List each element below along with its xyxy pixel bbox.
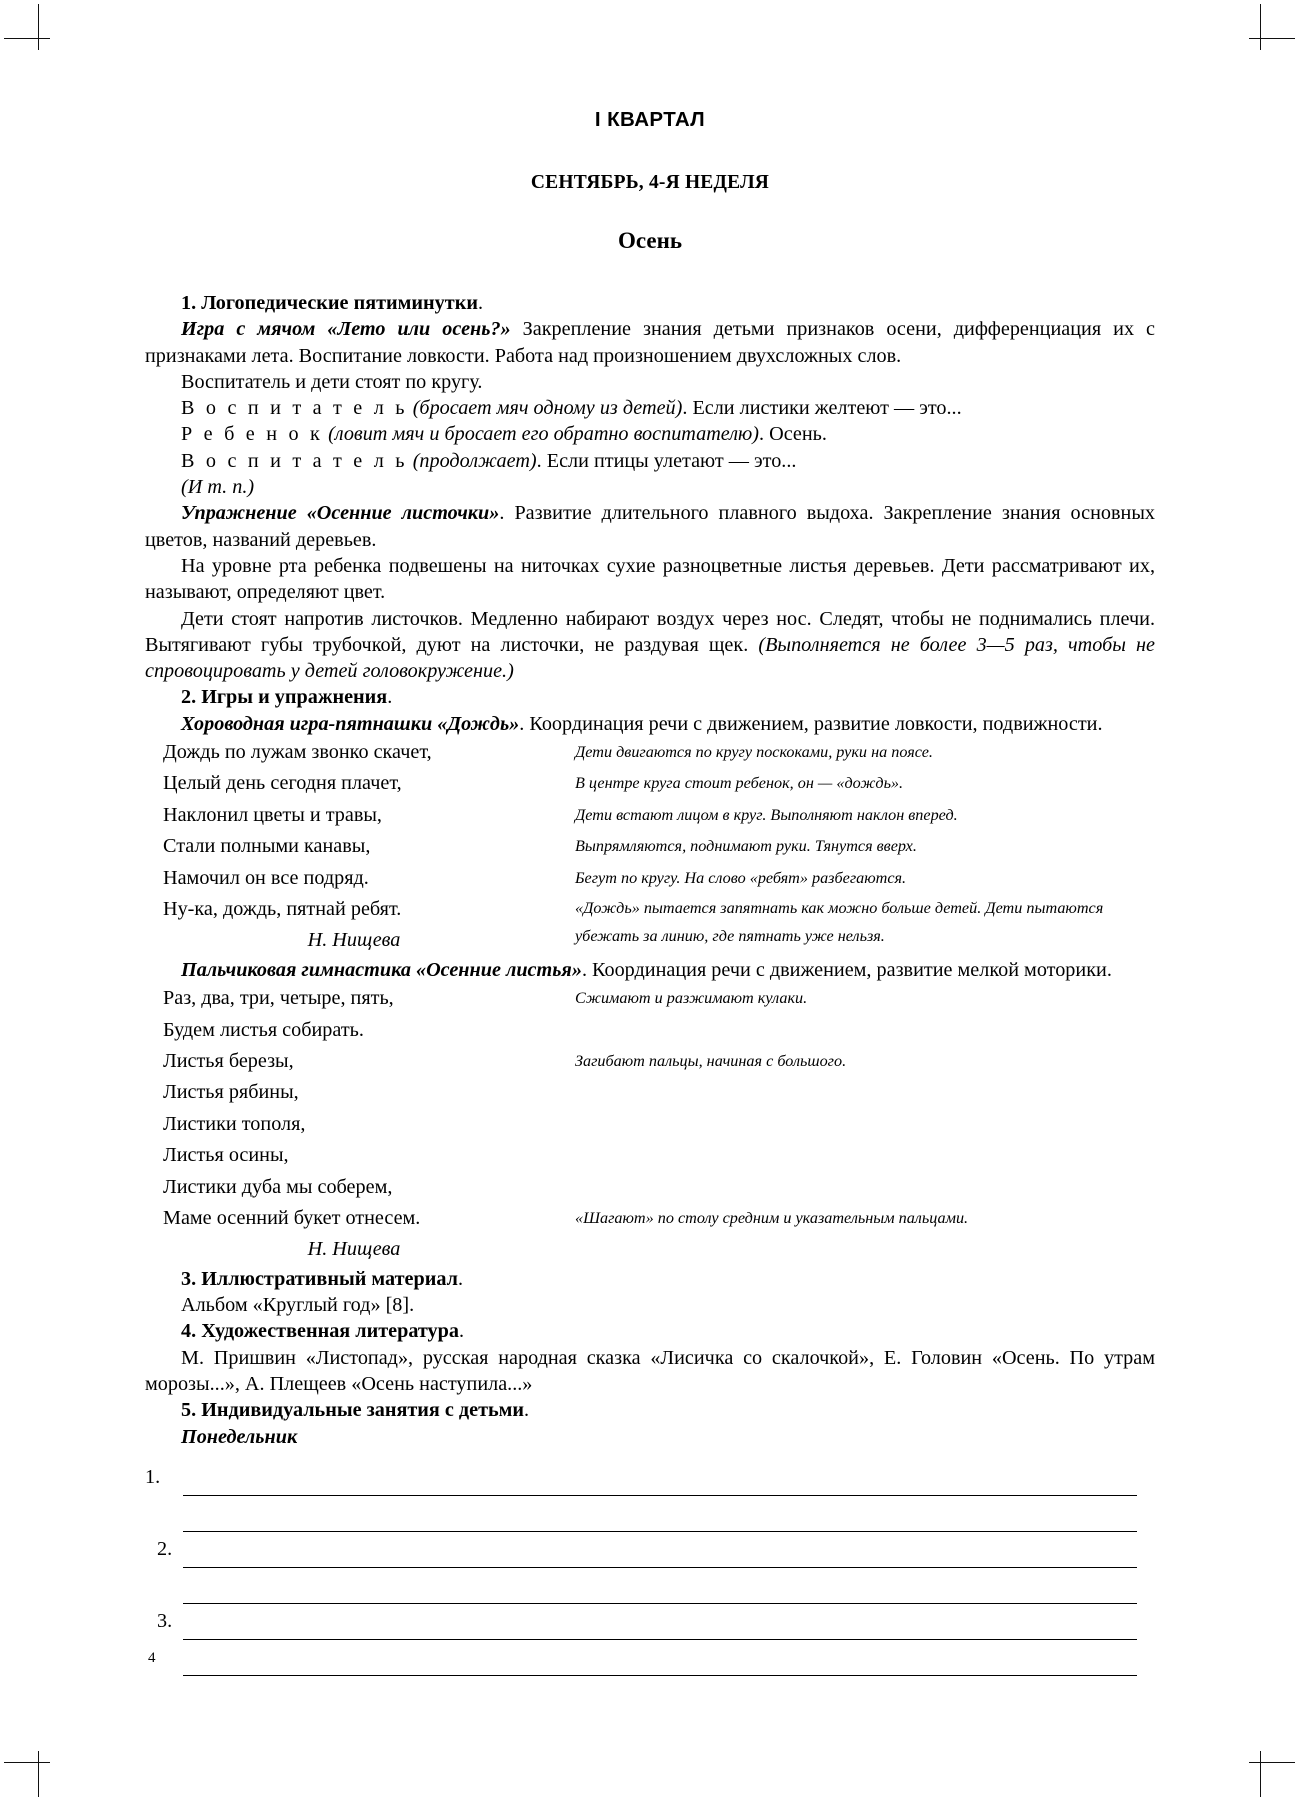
dialogue-speaker: В о с п и т а т е л ь bbox=[181, 397, 408, 420]
table-row bbox=[145, 1172, 1155, 1203]
verse-line: Листья рябины, bbox=[163, 1081, 299, 1104]
section-1-title: 1. Логопедические пятиминутки bbox=[181, 292, 478, 314]
action-note: Дети встают лицом в круг. Выполняют наклон вперед. bbox=[575, 805, 958, 824]
finger-gym-paragraph bbox=[145, 957, 1155, 983]
write-in-line[interactable] bbox=[183, 1675, 1137, 1676]
dialogue-text: . Если птицы улетают — это... bbox=[536, 449, 797, 472]
verse-line: Наклонил цветы и травы, bbox=[163, 803, 382, 826]
verse-line: Листья березы, bbox=[163, 1050, 294, 1072]
table-row bbox=[145, 1140, 1155, 1171]
list-item bbox=[145, 1572, 1155, 1608]
game-rain-lead: Хороводная игра-пятнашки «Дождь» bbox=[181, 712, 520, 735]
crop-mark-bottom-left-horizontal bbox=[4, 1762, 50, 1763]
action-note bbox=[563, 1077, 1155, 1108]
exercise-leaves-para-2 bbox=[145, 606, 1155, 685]
game-ball-setup: Воспитатель и дети стоят по кругу. bbox=[181, 370, 483, 393]
verse-line: Листики дуба мы соберем, bbox=[163, 1175, 393, 1198]
dialogue-line-3 bbox=[145, 448, 1155, 474]
verse-line: Раз, два, три, четыре, пять, bbox=[163, 987, 394, 1010]
action-note bbox=[563, 1109, 1155, 1140]
action-note: «Шагают» по столу средним и указательным пальцами. bbox=[575, 1209, 969, 1228]
topic-heading: Осень bbox=[617, 228, 682, 253]
exercise-leaves-paragraph bbox=[145, 500, 1155, 553]
table-row bbox=[145, 894, 1155, 925]
section-1-heading bbox=[145, 290, 1155, 316]
section-4-title-period: . bbox=[458, 1320, 465, 1343]
game-ball-body: Закрепление знания детьми признаков осени, дифференциация их с признаками лета. Воспитание ловкости. Работа над произношением двухсложных слов. bbox=[145, 318, 1156, 367]
dialogue-text: . Осень. bbox=[759, 423, 827, 446]
verse-line: Ну-ка, дождь, пятнай ребят. bbox=[163, 898, 402, 921]
write-in-line[interactable] bbox=[183, 1567, 1137, 1568]
finger-gym-body: . Координация речи с движением, развитие мелкой моторики. bbox=[581, 958, 1112, 981]
dialogue-line-2 bbox=[145, 421, 1155, 447]
dialogue-etc bbox=[145, 474, 1155, 500]
verse-line: Намочил он все подряд. bbox=[163, 866, 369, 889]
section-2-title-period: . bbox=[387, 686, 393, 709]
section-1-title-period: . bbox=[477, 292, 484, 314]
write-in-line[interactable] bbox=[183, 1495, 1137, 1496]
illustrative-material-text: Альбом «Круглый год» [8]. bbox=[181, 1294, 415, 1317]
list-number: 2. bbox=[157, 1537, 173, 1560]
verse-author: Н. Нищева bbox=[307, 1238, 401, 1261]
verse-line: Стали полными канавы, bbox=[163, 835, 371, 858]
text-frame bbox=[145, 108, 1155, 1680]
action-note: Дети двигаются по кругу поскоками, руки на поясе. bbox=[575, 743, 933, 762]
action-note: «Дождь» пытается запятнать как можно больше детей. Дети пытаются убежать за линию, где пятнать уже нельзя. bbox=[575, 899, 1104, 946]
exercise-leaves-lead: Упражнение «Осенние листочки» bbox=[181, 502, 500, 525]
week-heading: СЕНТЯБРЬ, 4-Я НЕДЕЛЯ bbox=[530, 172, 770, 193]
section-3-title: 3. Иллюстративный материал bbox=[181, 1267, 458, 1290]
action-note bbox=[563, 1015, 1155, 1046]
table-row bbox=[145, 768, 1155, 799]
crop-mark-top-right-vertical bbox=[1260, 4, 1261, 50]
table-row bbox=[145, 1077, 1155, 1108]
section-5-heading bbox=[145, 1397, 1155, 1423]
game-rain-verse-table bbox=[145, 737, 1155, 957]
dialogue-stage-direction: (бросает мяч одному из детей) bbox=[412, 397, 683, 420]
list-item bbox=[145, 1536, 1155, 1572]
page-number: 4 bbox=[148, 1650, 156, 1666]
verse-author: Н. Нищева bbox=[307, 929, 401, 952]
table-row bbox=[145, 1109, 1155, 1140]
table-row bbox=[145, 737, 1155, 768]
dialogue-stage-direction: (продолжает) bbox=[412, 449, 537, 472]
table-row bbox=[145, 800, 1155, 831]
verse-line: Дождь по лужам звонко скачет, bbox=[163, 741, 432, 764]
table-row bbox=[145, 1015, 1155, 1046]
dialogue-line-1 bbox=[145, 395, 1155, 421]
section-5-title: 5. Индивидуальные занятия с детьми bbox=[181, 1399, 525, 1422]
game-ball-paragraph bbox=[145, 316, 1155, 369]
weekday-label bbox=[145, 1424, 1155, 1450]
action-note: Сжимают и разжимают кулаки. bbox=[575, 989, 808, 1008]
quarter-heading: I КВАРТАЛ bbox=[594, 108, 706, 131]
finger-gym-lead: Пальчиковая гимнастика «Осенние листья» bbox=[181, 958, 582, 981]
exercise-leaves-para-1: На уровне рта ребенка подвешены на ниточках сухие разноцветные листья деревьев. Дети рассматривают их, называют, определяют цвет. bbox=[145, 554, 1155, 604]
write-in-line[interactable] bbox=[183, 1531, 1137, 1532]
list-number: 1. bbox=[145, 1465, 161, 1488]
action-note: Бегут по кругу. На слово «ребят» разбегаются. bbox=[575, 868, 907, 887]
section-2-heading bbox=[145, 684, 1155, 710]
crop-mark-top-left-vertical bbox=[38, 4, 39, 50]
action-note: Загибают пальцы, начиная с большого. bbox=[575, 1052, 847, 1070]
action-note: Выпрямляются, поднимают руки. Тянутся вверх. bbox=[575, 837, 917, 856]
crop-mark-bottom-right-vertical bbox=[1260, 1751, 1261, 1797]
action-note bbox=[563, 1140, 1155, 1171]
table-row bbox=[145, 831, 1155, 862]
verse-line: Целый день сегодня плачет, bbox=[163, 772, 402, 795]
individual-lessons-blank-lines bbox=[145, 1464, 1155, 1680]
game-rain-body: . Координация речи с движением, развитие ловкости, подвижности. bbox=[519, 712, 1103, 735]
action-note bbox=[563, 1172, 1155, 1203]
game-ball-lead: Игра с мячом «Лето или осень?» bbox=[181, 318, 511, 341]
list-item bbox=[145, 1500, 1155, 1536]
dialogue-stage-direction: (ловит мяч и бросает его обратно воспитателю) bbox=[328, 423, 760, 446]
exercise-leaves-note: (Выполняется не более 3—5 раз, чтобы не спровоцировать у детей головокружение.) bbox=[145, 633, 1155, 683]
game-rain-paragraph bbox=[145, 711, 1155, 737]
dialogue-etc-text: (И т. п.) bbox=[181, 476, 255, 499]
literature-text: М. Пришвин «Листопад», русская народная сказка «Лисичка со скалочкой», Е. Головин «Осень. По утрам морозы...», А. Плещеев «Осень наступила...» bbox=[145, 1346, 1155, 1396]
table-row bbox=[145, 1046, 1155, 1077]
verse-line: Листья осины, bbox=[163, 1144, 289, 1167]
verse-line: Маме осенний букет отнесем. bbox=[163, 1207, 421, 1230]
table-row bbox=[145, 983, 1155, 1014]
crop-mark-top-right-horizontal bbox=[1249, 38, 1295, 39]
verse-line: Листики тополя, bbox=[163, 1112, 306, 1135]
section-3-title-period: . bbox=[457, 1267, 463, 1290]
write-in-line[interactable] bbox=[183, 1603, 1137, 1604]
section-3-heading bbox=[145, 1266, 1155, 1292]
section-5-title-period: . bbox=[524, 1399, 530, 1422]
crop-mark-bottom-right-horizontal bbox=[1249, 1762, 1295, 1763]
exercise-leaves-para-2-text: Дети стоят напротив листочков. Медленно набирают воздух через нос. Следят, чтобы не поднимались плечи. Вытягивают губы трубочкой, дуют на листочки, не раздувая щек. bbox=[145, 607, 1155, 656]
verse-line: Будем листья собирать. bbox=[163, 1018, 364, 1041]
table-row bbox=[145, 1203, 1155, 1234]
weekday-text: Понедельник bbox=[181, 1425, 298, 1448]
section-4-title: 4. Художественная литература bbox=[181, 1320, 459, 1343]
table-row bbox=[145, 1234, 1155, 1265]
dialogue-speaker: Р е б е н о к bbox=[181, 423, 324, 446]
section-2-title: 2. Игры и упражнения bbox=[181, 686, 388, 709]
action-note: В центре круга стоит ребенок, он — «дождь». bbox=[575, 774, 904, 793]
crop-mark-top-left-horizontal bbox=[4, 38, 50, 39]
list-item bbox=[145, 1608, 1155, 1644]
list-item bbox=[145, 1644, 1155, 1680]
dialogue-speaker: В о с п и т а т е л ь bbox=[181, 449, 408, 472]
finger-gym-verse-table bbox=[145, 983, 1155, 1266]
table-row bbox=[145, 863, 1155, 894]
list-number: 3. bbox=[157, 1609, 173, 1632]
action-note-empty bbox=[563, 1234, 1155, 1265]
section-4-heading bbox=[145, 1318, 1155, 1344]
exercise-leaves-body: . Развитие длительного плавного выдоха. Закрепление знания основных цветов, названий деревьев. bbox=[145, 502, 1155, 551]
list-item bbox=[145, 1464, 1155, 1500]
crop-mark-bottom-left-vertical bbox=[38, 1751, 39, 1797]
write-in-line[interactable] bbox=[183, 1639, 1137, 1640]
dialogue-text: . Если листики желтеют — это... bbox=[682, 397, 962, 420]
